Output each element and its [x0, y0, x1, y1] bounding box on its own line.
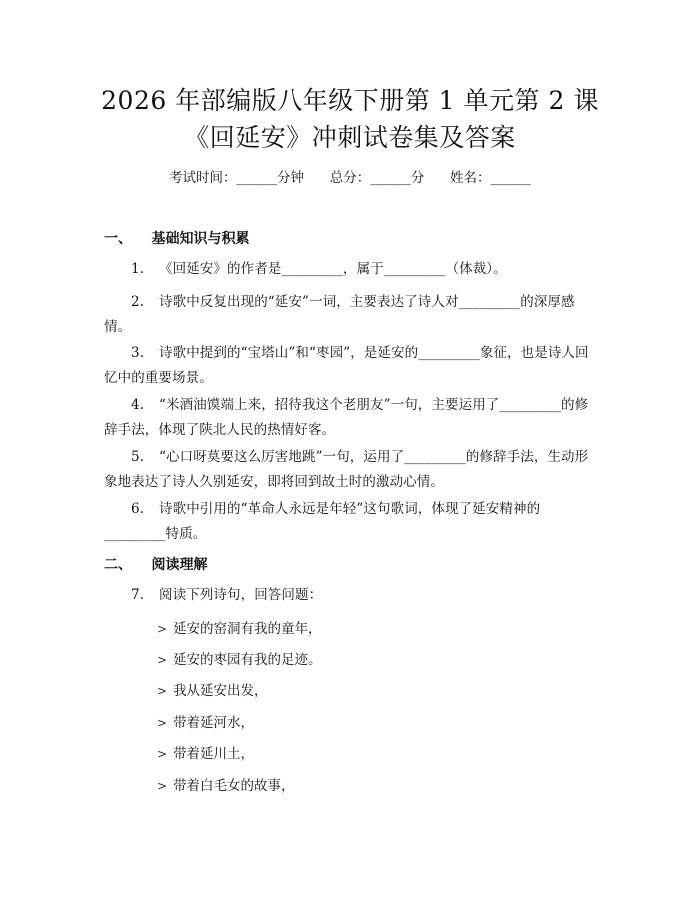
question-4 [104, 393, 598, 443]
exam-title-line-2: 《回延安》冲刺试卷集及答案 [184, 123, 516, 152]
question-2 [104, 290, 598, 340]
quote-marker-icon: > [157, 622, 168, 636]
poem-line [157, 744, 254, 764]
question-1 [104, 257, 598, 282]
question-3 [104, 341, 598, 391]
question-number: 2. [131, 294, 145, 310]
poem-line [157, 681, 268, 701]
quote-marker-icon: > [157, 653, 168, 667]
question-number: 4. [131, 397, 145, 413]
poem-line-text: 带着延川土， [173, 746, 255, 762]
question-text: “米酒油馍端上来，招待我这个老朋友”一句，主要运用了_________的修辞手法，体现了陕北人民的热情好客。 [104, 397, 589, 438]
poem-line-text: 带着延河水， [173, 715, 255, 731]
poem-line-text: 延安的枣园有我的足迹。 [173, 652, 322, 668]
poem-line [157, 650, 322, 670]
quote-marker-icon: > [157, 684, 168, 698]
question-text: 《回延安》的作者是_________，属于_________（体裁）。 [159, 261, 507, 277]
section-heading-basic-knowledge: 一、 基础知识与积累 [104, 231, 250, 247]
section-heading-reading: 二、 阅读理解 [104, 557, 208, 573]
question-number: 6. [131, 501, 145, 517]
question-number: 7. [131, 587, 145, 603]
poem-line [157, 713, 254, 733]
question-6 [104, 497, 598, 547]
quote-marker-icon: > [157, 716, 168, 730]
question-number: 1. [131, 261, 145, 277]
poem-line [157, 776, 295, 796]
question-7 [104, 583, 598, 608]
question-5 [104, 445, 598, 495]
poem-line-text: 我从延安出发， [173, 683, 268, 699]
exam-title-line-1: 2026 年部编版八年级下册第 1 单元第 2 课 [101, 86, 599, 115]
quote-marker-icon: > [157, 747, 168, 761]
exam-info-line: 考试时间：______分钟 总分：______分 姓名：______ [169, 170, 531, 186]
question-number: 5. [131, 449, 145, 465]
question-text: 诗歌中反复出现的“延安”一词，主要表达了诗人对_________的深厚感情。 [104, 294, 575, 335]
question-text: 诗歌中引用的“革命人永远是年轻”这句歌词，体现了延安精神的_________特质。 [104, 501, 541, 542]
poem-line [157, 619, 322, 639]
poem-line-text: 带着白毛女的故事， [173, 778, 295, 794]
question-number: 3. [131, 345, 145, 361]
question-text: 阅读下列诗句，回答问题： [159, 587, 323, 603]
question-text: 诗歌中提到的“宝塔山”和“枣园”，是延安的_________象征，也是诗人回忆中的重要场景。 [104, 345, 589, 386]
poem-line-text: 延安的窑洞有我的童年， [173, 621, 322, 637]
question-text: “心口呀莫要这么厉害地跳”一句，运用了_________的修辞手法，生动形象地表达了诗人久别延安，即将回到故土时的激动心情。 [104, 449, 589, 490]
quote-marker-icon: > [157, 779, 168, 793]
